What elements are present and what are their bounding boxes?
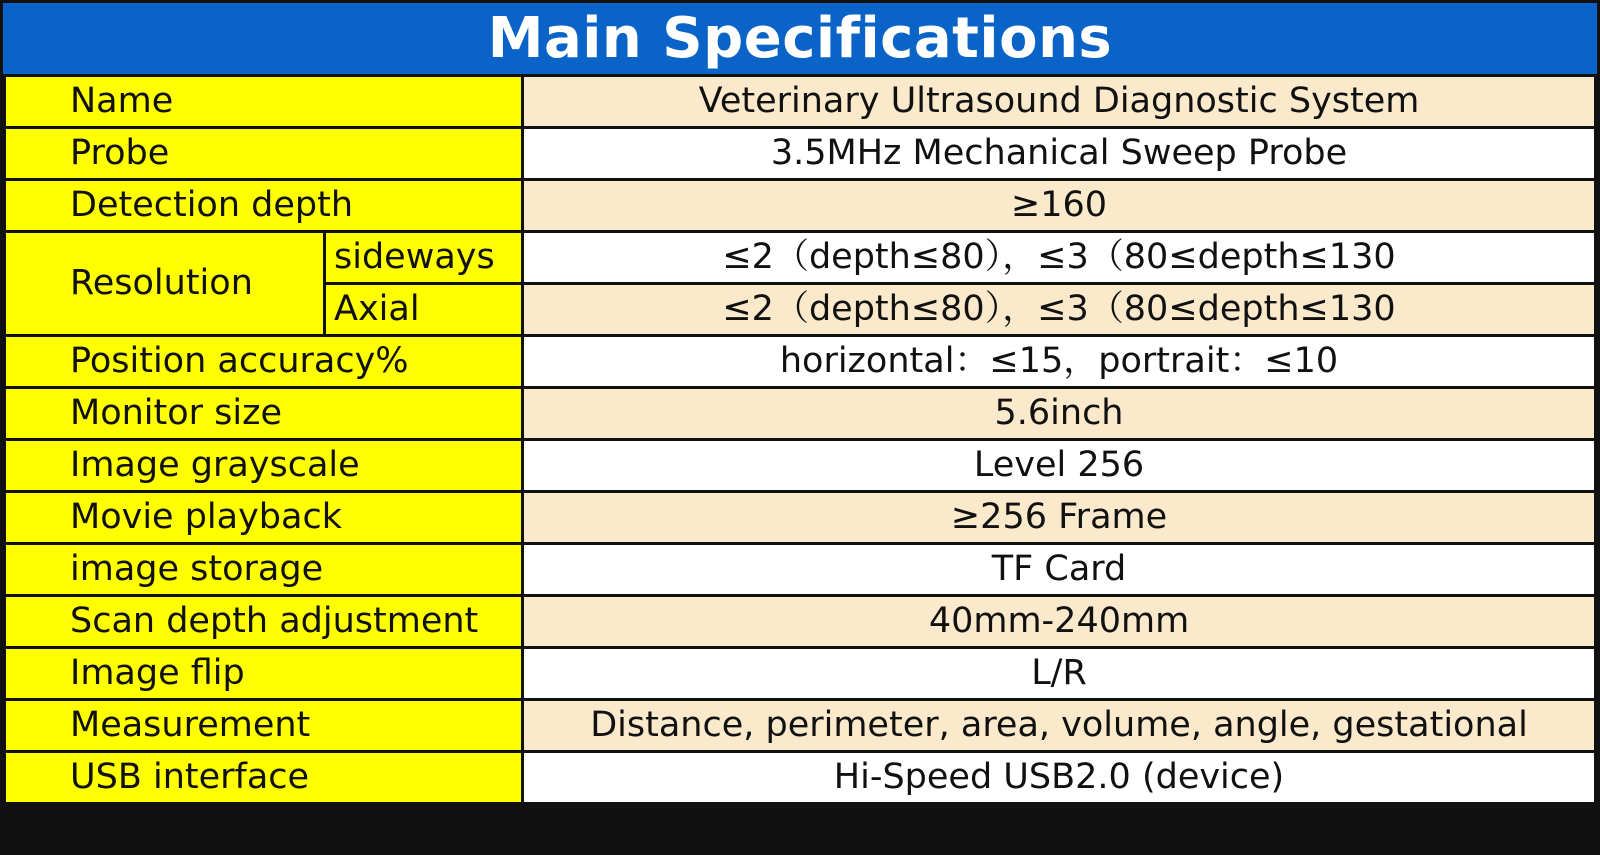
table-row: [5, 180, 1596, 232]
table-row: [5, 596, 1596, 648]
page-title: Main Specifications: [487, 6, 1113, 71]
row-value-usb-interface: Hi-Speed USB2.0 (device): [523, 752, 1596, 804]
row-label-scan-depth-adjustment: Scan depth adjustment: [5, 596, 523, 648]
specifications-table: [3, 77, 1597, 805]
row-label-monitor-size: Monitor size: [5, 388, 523, 440]
row-label-movie-playback: Movie playback: [5, 492, 523, 544]
table-row: [5, 752, 1596, 804]
table-row: [5, 648, 1596, 700]
row-label-image-storage: image storage: [5, 544, 523, 596]
row-label-probe: Probe: [5, 128, 523, 180]
row-value-detection-depth: ≥160: [523, 180, 1596, 232]
title-bar: [3, 3, 1597, 77]
row-label-image-grayscale: Image grayscale: [5, 440, 523, 492]
table-row: [5, 700, 1596, 752]
row-value-image-flip: L/R: [523, 648, 1596, 700]
row-value-name: Veterinary Ultrasound Diagnostic System: [523, 77, 1596, 128]
row-sublabel-axial: Axial: [325, 284, 523, 336]
row-value-resolution-axial: ≤2（depth≤80），≤3（80≤depth≤130: [523, 284, 1596, 336]
row-label-image-flip: Image flip: [5, 648, 523, 700]
row-value-movie-playback: ≥256 Frame: [523, 492, 1596, 544]
row-label-detection-depth: Detection depth: [5, 180, 523, 232]
table-row: [5, 336, 1596, 388]
table-row: [5, 77, 1596, 128]
row-value-scan-depth-adjustment: 40mm-240mm: [523, 596, 1596, 648]
table-row: [5, 492, 1596, 544]
row-value-monitor-size: 5.6inch: [523, 388, 1596, 440]
row-value-probe: 3.5MHz Mechanical Sweep Probe: [523, 128, 1596, 180]
row-value-resolution-sideways: ≤2（depth≤80），≤3（80≤depth≤130: [523, 232, 1596, 284]
row-sublabel-sideways: sideways: [325, 232, 523, 284]
row-value-image-storage: TF Card: [523, 544, 1596, 596]
table-row: [5, 128, 1596, 180]
row-label-resolution: Resolution: [5, 232, 325, 336]
table-row: [5, 440, 1596, 492]
table-row: [5, 544, 1596, 596]
row-value-measurement: Distance, perimeter, area, volume, angle, gestational: [523, 700, 1596, 752]
row-label-name: Name: [5, 77, 523, 128]
row-label-position-accuracy: Position accuracy%: [5, 336, 523, 388]
table-row: [5, 388, 1596, 440]
row-value-image-grayscale: Level 256: [523, 440, 1596, 492]
row-label-usb-interface: USB interface: [5, 752, 523, 804]
row-label-measurement: Measurement: [5, 700, 523, 752]
row-value-position-accuracy: horizontal：≤15，portrait：≤10: [523, 336, 1596, 388]
table-row: [5, 232, 1596, 284]
